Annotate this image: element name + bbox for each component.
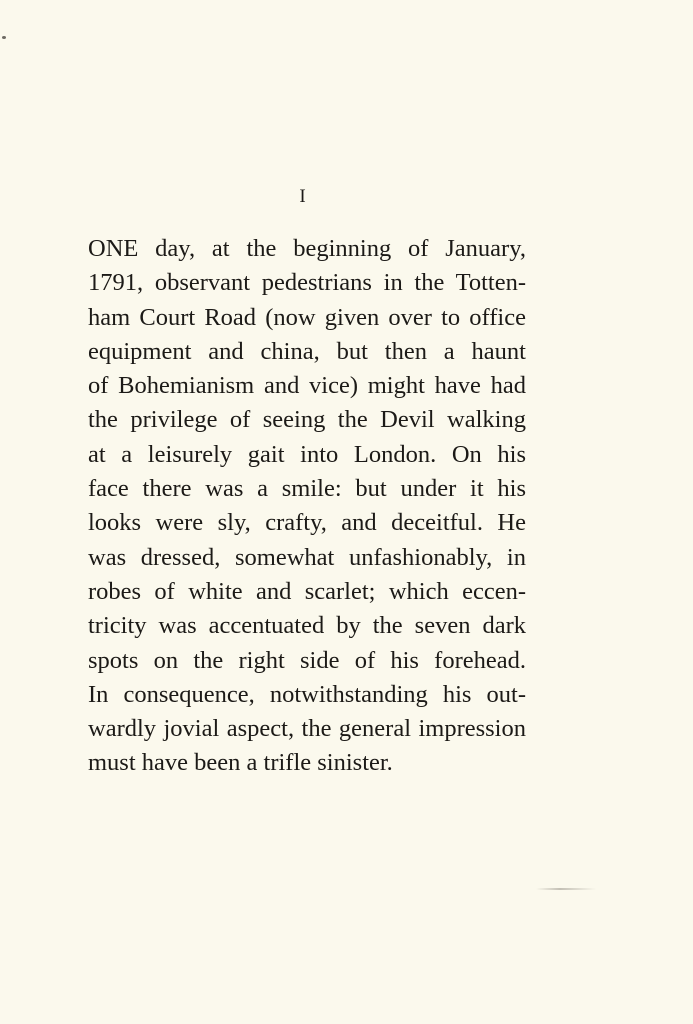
text-line: equipment and china, but then a haunt [88,337,526,365]
body-paragraph [88,232,526,781]
text-line: of Bohemianism and vice) might have had [88,372,526,400]
text-line: spots on the right side of his forehead. [88,646,526,674]
paper-speck [2,36,6,39]
text-line: the privilege of seeing the Devil walking [88,406,526,434]
text-line: 1791, observant pedestrians in the Totten- [88,269,526,297]
text-line: looks were sly, crafty, and deceitful. He [88,509,526,537]
text-line: was dressed, somewhat unfashionably, in [88,543,526,571]
chapter-number: I [299,186,307,207]
paper-mark [536,888,596,890]
text-line: robes of white and scarlet; which eccen- [88,577,526,605]
text-line: face there was a smile: but under it his [88,475,526,503]
text-line: ONE day, at the beginning of January, [88,235,526,262]
text-line: at a leisurely gait into London. On his [88,440,526,468]
text-line: ham Court Road (now given over to office [88,303,526,331]
text-line: must have been a trifle sinister. [88,749,393,777]
text-line: wardly jovial aspect, the general impression [88,715,526,743]
text-line: In consequence, notwithstanding his out- [88,680,526,708]
text-line: tricity was accentuated by the seven dark [88,612,526,640]
